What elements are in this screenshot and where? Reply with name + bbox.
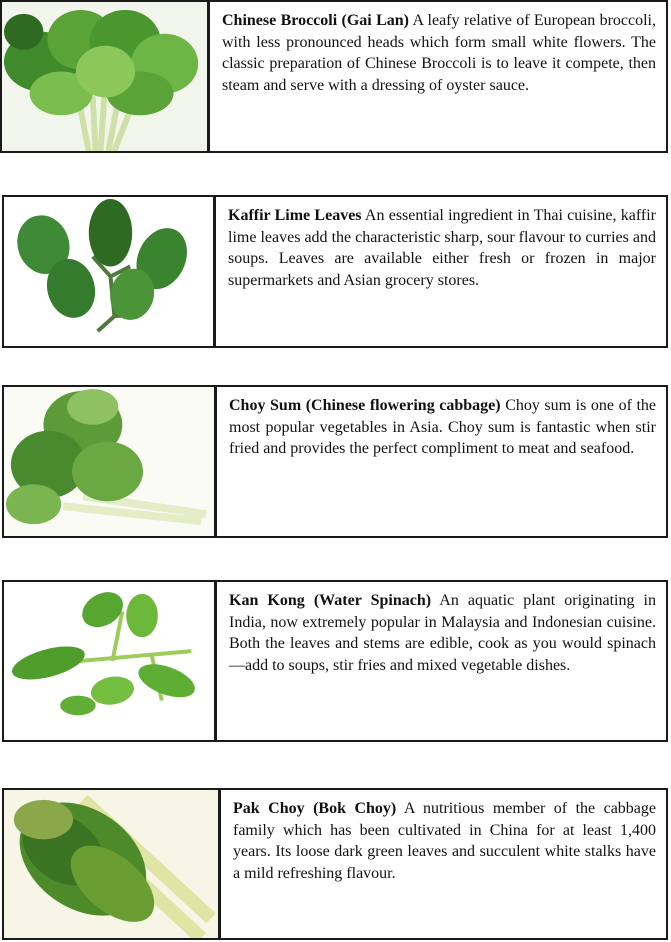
vegetable-name: Pak Choy (Bok Choy): [233, 800, 397, 817]
vegetable-card-kaffir-lime-leaves: [2, 195, 668, 348]
vegetable-name: Kan Kong (Water Spinach): [229, 592, 432, 609]
vegetable-text: Choy sum is one of the most popular vegetables in Asia. Choy sum is fantastic when stir fried and provides the perfect compliment to meat and seafood.: [229, 397, 657, 457]
vegetable-description: [217, 582, 666, 740]
vegetable-text: An essential ingredient in Thai cuisine, kaffir lime leaves add the characteristic sharp, sour flavour to curries and soups. Leaves are available either fresh or frozen in major supermarkets and Asian grocery stores.: [228, 207, 656, 289]
vegetable-description: [210, 2, 666, 151]
vegetable-card-pak-choy: [2, 788, 668, 940]
vegetable-text: A nutritious member of the cabbage family which has been cultivated in China for at least 1,400 years. Its loose dark green leaves and succulent white stalks have a mild refreshing flavour.: [233, 800, 656, 882]
vegetable-text: An aquatic plant originating in India, now extremely popular in Malaysia and Indonesian cuisine. Both the leaves and stems are edible, cook as you would spinach—add to soups, stir fries and mixed vegetable dishes.: [229, 592, 656, 674]
vegetable-description: [216, 197, 666, 346]
vegetable-description: [217, 387, 666, 536]
vegetable-card-choy-sum: [2, 385, 668, 538]
vegetable-text: A leafy relative of European broccoli, with less pronounced heads which form small white flowers. The classic preparation of Chinese Broccoli is to leave it compete, then steam and serve with a dressing of oyster sauce.: [222, 12, 656, 94]
kaffir-lime-leaves-photo: [4, 197, 216, 346]
pak-choy-photo: [4, 790, 221, 938]
kan-kong-photo: [4, 582, 217, 740]
vegetable-description: [221, 790, 666, 938]
vegetable-card-kan-kong: [2, 580, 668, 742]
vegetable-card-chinese-broccoli: [0, 0, 668, 153]
vegetable-name: Kaffir Lime Leaves: [228, 207, 362, 224]
vegetable-name: Chinese Broccoli (Gai Lan): [222, 12, 410, 29]
choy-sum-photo: [4, 387, 217, 536]
vegetable-name: Choy Sum (Chinese flowering cabbage): [229, 397, 501, 414]
chinese-broccoli-photo: [2, 2, 210, 151]
